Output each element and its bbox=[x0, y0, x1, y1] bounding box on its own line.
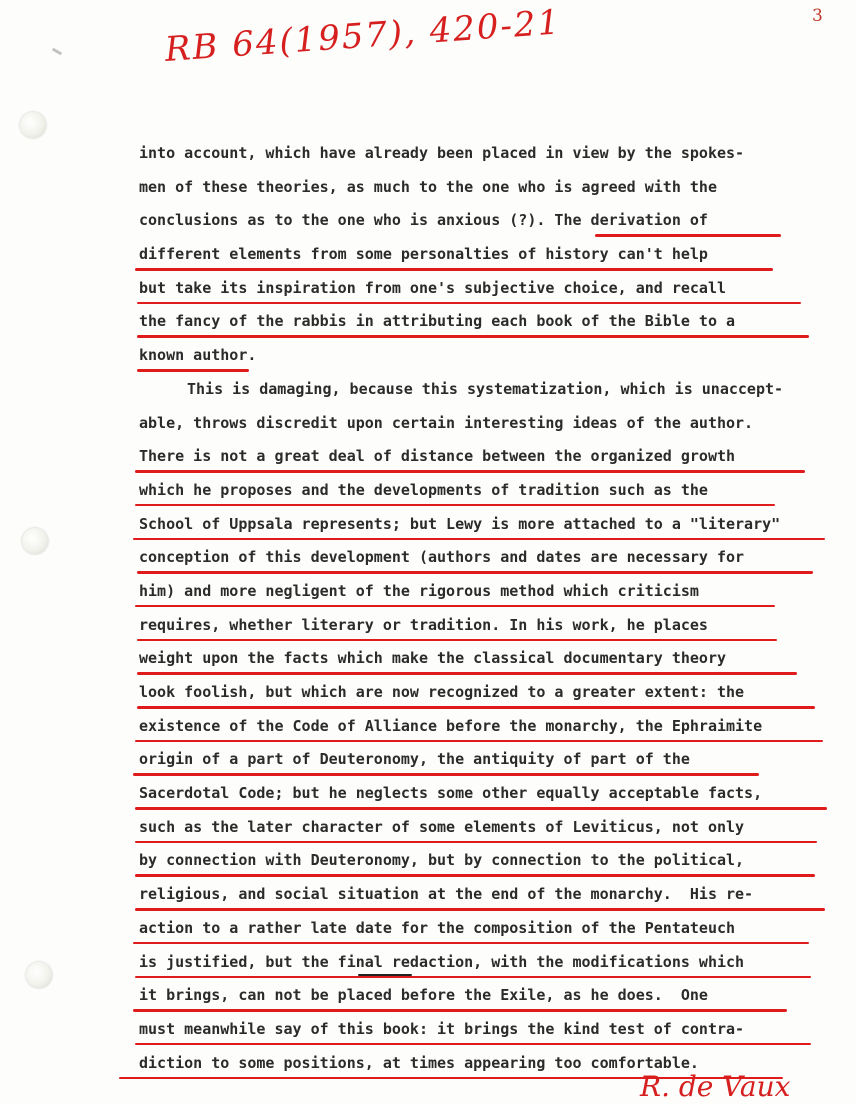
text-line-25: is justified, but the final redaction, with the modifications which bbox=[139, 949, 829, 983]
red-underline bbox=[137, 672, 797, 675]
red-underline bbox=[133, 1009, 787, 1012]
text-line-12: School of Uppsala represents; but Lewy is more attached to a "literary" bbox=[139, 511, 829, 545]
red-underline bbox=[135, 908, 825, 911]
text-line-27: must meanwhile say of this book: it brings the kind test of contra- bbox=[139, 1016, 829, 1050]
red-underline bbox=[137, 369, 249, 372]
punch-hole-middle bbox=[22, 528, 48, 554]
paper-speck bbox=[52, 48, 62, 56]
text-line-21: such as the later character of some elements of Leviticus, not only bbox=[139, 814, 829, 848]
text-line-16: weight upon the facts which make the classical documentary theory bbox=[139, 645, 829, 679]
red-underline bbox=[137, 639, 777, 642]
red-underline bbox=[135, 1043, 811, 1046]
text-line-3: conclusions as to the one who is anxious (?). The derivation of bbox=[139, 207, 829, 241]
red-underline bbox=[137, 571, 813, 574]
text-line-9: able, throws discredit upon certain interesting ideas of the author. bbox=[139, 413, 754, 432]
text-line-15: requires, whether literary or tradition. In his work, he places bbox=[139, 612, 829, 646]
handwritten-citation: RB 64(1957), 420-21 bbox=[163, 2, 563, 70]
red-underline bbox=[137, 706, 815, 709]
text-line-10: There is not a great deal of distance between the organized growth bbox=[139, 443, 829, 477]
text-line-22: by connection with Deuteronomy, but by connection to the political, bbox=[139, 847, 829, 881]
text-line-20: Sacerdotal Code; but he neglects some other equally acceptable facts, bbox=[139, 780, 829, 814]
text-line-18: existence of the Code of Alliance before the monarchy, the Ephraimite bbox=[139, 713, 829, 747]
text-line-2: men of these theories, as much to the one who is agreed with the bbox=[139, 177, 717, 196]
red-underline bbox=[595, 234, 781, 237]
text-line-1: into account, which have already been placed in view by the spokes- bbox=[139, 144, 745, 162]
red-underline bbox=[135, 268, 773, 271]
text-line-19: origin of a part of Deuteronomy, the antiquity of part of the bbox=[139, 746, 829, 780]
text-line-26: it brings, can not be placed before the Exile, as he does. One bbox=[139, 982, 829, 1016]
red-underline bbox=[135, 874, 815, 877]
red-underline bbox=[135, 807, 827, 810]
text-line-5: but take its inspiration from one's subjective choice, and recall bbox=[139, 275, 829, 309]
handwritten-signature: R. de Vaux bbox=[640, 1070, 791, 1103]
punch-hole-top bbox=[20, 112, 46, 138]
text-line-8: This is damaging, because this systematization, which is unaccept- bbox=[187, 379, 784, 398]
red-underline bbox=[135, 470, 805, 473]
red-underline bbox=[133, 942, 809, 945]
text-line-17: look foolish, but which are now recognized to a greater extent: the bbox=[139, 679, 829, 713]
red-underline bbox=[135, 504, 775, 507]
red-underline bbox=[133, 773, 759, 776]
text-line-24: action to a rather late date for the composition of the Pentateuch bbox=[139, 915, 829, 949]
red-underline bbox=[137, 335, 809, 338]
text-line-13: conception of this development (authors and dates are necessary for bbox=[139, 544, 829, 578]
red-underline bbox=[135, 976, 811, 979]
red-underline bbox=[135, 605, 775, 608]
red-underline bbox=[137, 302, 801, 305]
text-line-23: religious, and social situation at the end of the monarchy. His re- bbox=[139, 881, 829, 915]
punch-hole-bottom bbox=[26, 962, 52, 988]
text-line-28: diction to some positions, at times appearing too comfortable. bbox=[139, 1050, 829, 1084]
red-underline bbox=[135, 841, 817, 844]
typed-body-text bbox=[139, 140, 829, 1083]
text-line-6: the fancy of the rabbis in attributing each book of the Bible to a bbox=[139, 308, 829, 342]
text-line-11: which he proposes and the developments of tradition such as the bbox=[139, 477, 829, 511]
text-line-7: known author. bbox=[139, 342, 829, 376]
red-underline bbox=[133, 538, 825, 541]
page-number: 3 bbox=[812, 6, 823, 26]
text-line-4: different elements from some personalties of history can't help bbox=[139, 241, 829, 275]
text-line-14: him) and more negligent of the rigorous method which criticism bbox=[139, 578, 829, 612]
red-underline bbox=[135, 740, 823, 743]
